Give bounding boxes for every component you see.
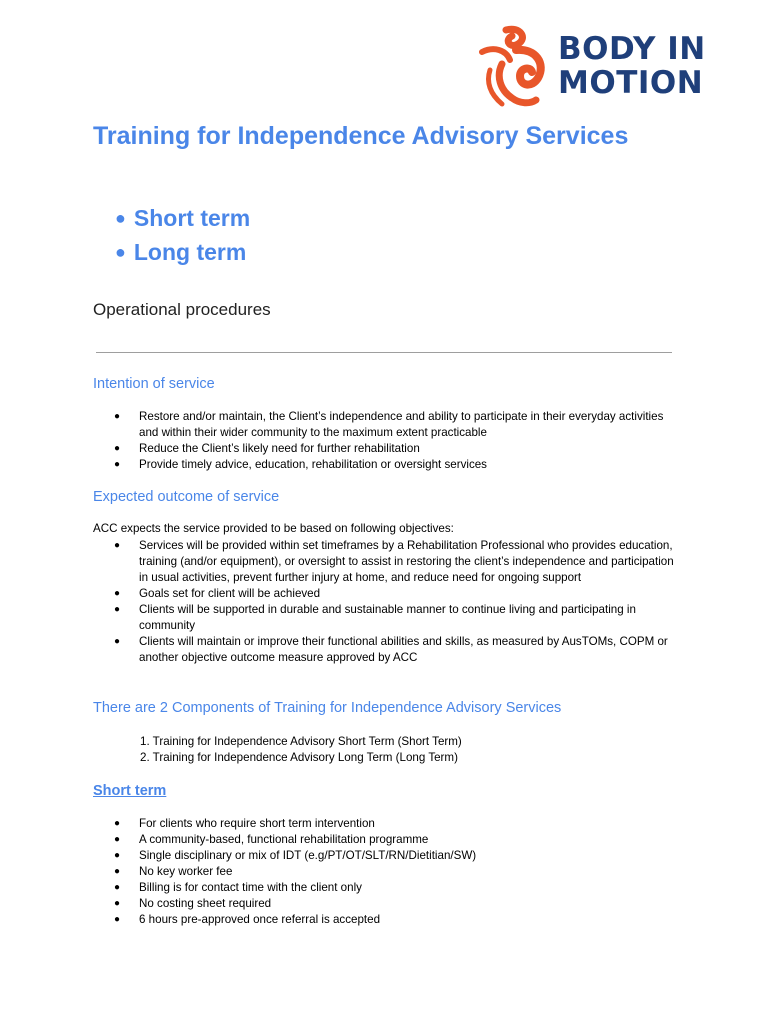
bullet-icon: ● (114, 834, 121, 845)
bullet-icon: ● (114, 866, 121, 877)
heading-short-term: Short term (93, 783, 167, 799)
short-term-list (114, 816, 684, 928)
heading-components: There are 2 Components of Training for Independence Advisory Services (93, 700, 562, 716)
term-label: Short term (133, 205, 251, 231)
term-item-short (115, 202, 250, 236)
heading-intention: Intention of service (93, 376, 215, 392)
logo-wordmark (558, 32, 706, 100)
outcome-intro: ACC expects the service provided to be based on following objectives: (93, 522, 454, 535)
list-item: ● For clients who require short term intervention (114, 817, 375, 830)
heading-expected-outcome: Expected outcome of service (93, 489, 280, 505)
term-item-long (115, 236, 250, 270)
list-item: ● A community-based, functional rehabilitation programme (114, 833, 429, 846)
bullet-icon: ● (114, 540, 121, 551)
bullet-icon: ● (114, 443, 121, 454)
horizontal-divider (96, 352, 672, 353)
intention-list (114, 409, 684, 473)
logo-line-2: MOTION (558, 65, 704, 101)
logo-line-1: BODY IN (558, 31, 706, 67)
bullet-icon: ● (114, 882, 121, 893)
list-item: ● Clients will maintain or improve their functional abilities and skills, as measured by AusTOMs, COPM or another objective outcome measure approved by ACC (114, 635, 668, 664)
list-item: ● 6 hours pre-approved once referral is accepted (114, 913, 381, 926)
list-item: ● No key worker fee (114, 865, 233, 878)
bullet-icon: ● (114, 850, 121, 861)
list-item: 2. Training for Independence Advisory Long Term (Long Term) (140, 751, 458, 764)
list-item: ● Clients will be supported in durable and sustainable manner to continue living and participating in community (114, 603, 636, 632)
document-title: Training for Independence Advisory Services (93, 122, 629, 150)
section-subtitle: Operational procedures (93, 300, 271, 319)
term-list (115, 202, 250, 270)
list-item: 1. Training for Independence Advisory Short Term (Short Term) (140, 735, 462, 748)
list-item: ● Provide timely advice, education, rehabilitation or oversight services (114, 458, 487, 471)
company-logo (476, 24, 726, 110)
list-item: ● Single disciplinary or mix of IDT (e.g/PT/OT/SLT/RN/Dietitian/SW) (114, 849, 477, 862)
bullet-icon: ● (114, 898, 121, 909)
outcome-list (114, 538, 684, 666)
list-item: ● No costing sheet required (114, 897, 272, 910)
bullet-icon: ● (115, 208, 126, 228)
bullet-icon: ● (114, 459, 121, 470)
list-item: ● Services will be provided within set timeframes by a Rehabilitation Professional who provides education, training (and/or equipment), or oversight to assist in restoring the client’s independence and participation in usual activities, prevent further injury at home, and reduce need for ongoing support (114, 539, 674, 584)
list-item: ● Reduce the Client’s likely need for further rehabilitation (114, 442, 420, 455)
logo-mark-icon (476, 24, 552, 108)
bullet-icon: ● (114, 604, 121, 615)
list-item: ● Goals set for client will be achieved (114, 587, 321, 600)
components-list (140, 734, 660, 766)
bullet-icon: ● (114, 818, 121, 829)
list-item: ● Restore and/or maintain, the Client’s independence and ability to participate in their everyday activities and within their wider community to the maximum extent practicable (114, 410, 664, 439)
bullet-icon: ● (114, 411, 121, 422)
term-label: Long term (133, 239, 247, 265)
bullet-icon: ● (114, 914, 121, 925)
bullet-icon: ● (114, 636, 121, 647)
bullet-icon: ● (115, 242, 126, 262)
list-item: ● Billing is for contact time with the client only (114, 881, 362, 894)
bullet-icon: ● (114, 588, 121, 599)
